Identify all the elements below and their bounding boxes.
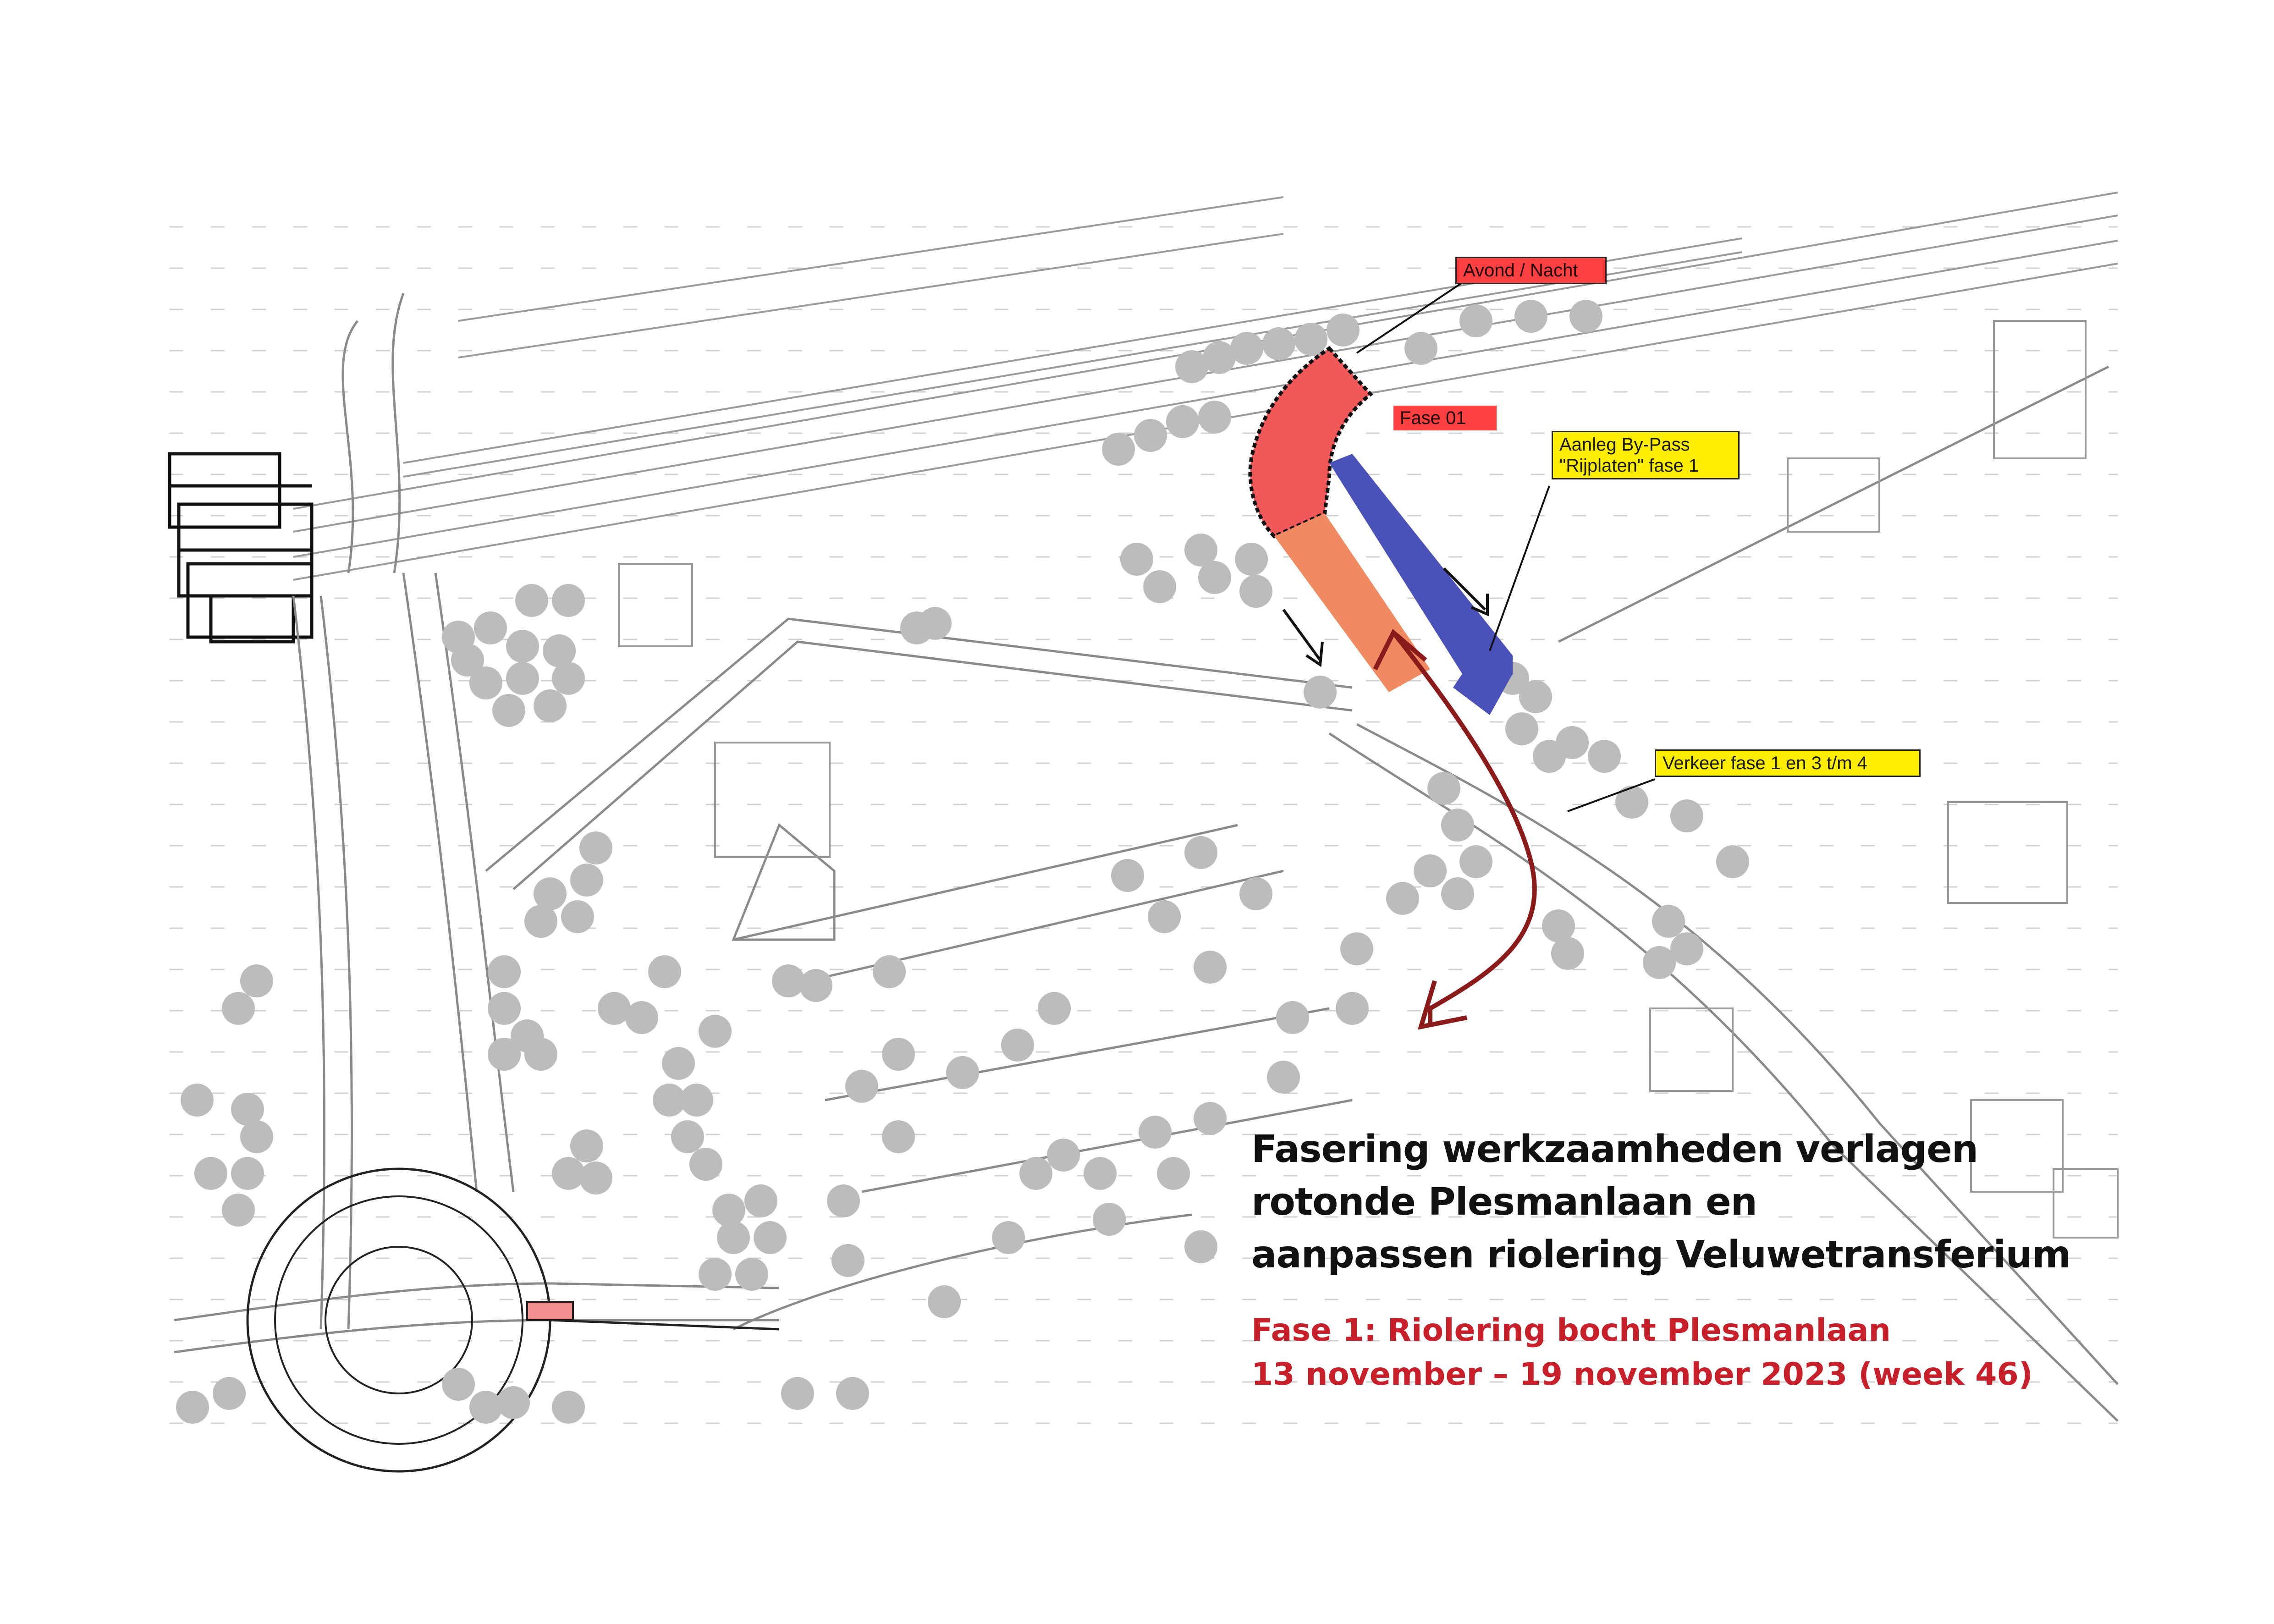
- label-bypass: Aanleg By-Pass "Rijplaten" fase 1: [1552, 431, 1740, 479]
- title-line-1: Fasering werkzaamheden verlagen: [1251, 1128, 1978, 1171]
- title-line-2: rotonde Plesmanlaan en: [1251, 1180, 1757, 1224]
- phase-line-1: Fase 1: Riolering bocht Plesmanlaan: [1251, 1312, 1891, 1349]
- title-block: [1251, 1123, 2214, 1397]
- phase-line-2: 13 november – 19 november 2023 (week 46): [1251, 1356, 2033, 1393]
- label-fase-01: Fase 01: [1393, 406, 1497, 430]
- label-avond-nacht: Avond / Nacht: [1455, 257, 1607, 284]
- label-verkeer: Verkeer fase 1 en 3 t/m 4: [1655, 749, 1921, 777]
- title-line-3: aanpassen riolering Veluwetransferium: [1251, 1233, 2071, 1277]
